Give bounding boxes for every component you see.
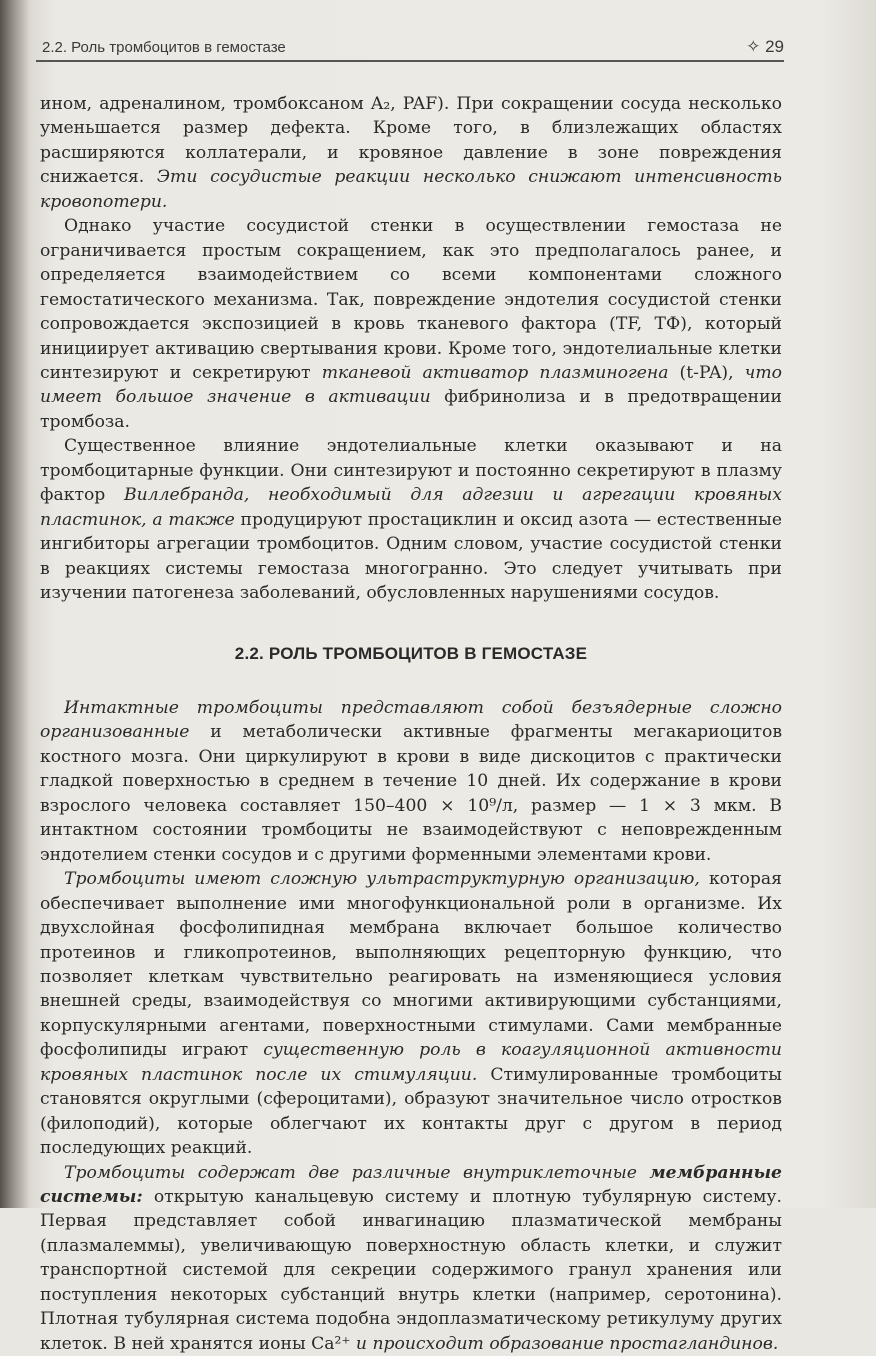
text-run: фибринолиза и в предотвращении тромбоза. — [40, 387, 782, 432]
text-run-italic: тканевой активатор плазминогена — [321, 362, 669, 383]
page-number-value: 29 — [765, 37, 784, 56]
text-run: и метаболически активные фрагменты мегакариоцитов костного мозга. Они циркулируют в крови в виде дискоцитов с практически гладкой поверхностью в среднем в течение 10 дней. Их содержание в крови взрослого человека составляет 150–400 × 10⁹/л, размер — 1 × 3 мкм. В интактном состоянии тромбоциты не взаимодействуют с неповрежденным эндотелием стенки сосудов и с другими форменными элементами крови. — [40, 722, 782, 865]
text-run-italic: Виллебранда, необходимый для адгезии и агрегации кровяных пластинок, а также — [40, 485, 782, 530]
paragraph-3 — [40, 434, 782, 605]
text-run-italic: Тромбоциты имеют сложную ультраструктурную организацию, — [64, 869, 700, 890]
text-run-italic: что имеет большое значение в активации — [40, 362, 782, 408]
text-run-italic: Интактные тромбоциты представляют собой безъядерные сложно организованные — [40, 697, 782, 743]
text-run-italic: Тромбоциты содержат две различные внутриклеточные — [64, 1162, 650, 1183]
text-run: ином, адреналином, тромбоксаном A₂, PAF). При сокращении сосуда несколько уменьшается размер дефекта. Кроме того, в близлежащих областях расширяются коллатерали, и кровяное давление в зоне повреждения снижается. — [40, 94, 782, 188]
running-title: 2.2. Роль тромбоцитов в гемостазе — [42, 39, 286, 56]
text-run: открытую канальцевую систему и плотную тубулярную систему. Первая представляет собой инвагинацию плазматической мембраны (плазмалеммы), увеличивающую поверхностную область клетки, и служит транспортной системой для секреции содержимого гранул хранения или поступления некоторых субстанций внутрь клетки (например, серотонина). Плотная тубулярная система подобна эндоплазматическому ретикулуму других клеток. В ней хранятся ионы Ca²⁺ — [40, 1187, 782, 1354]
text-run: которая обеспечивает выполнение ими многофункциональной роли в организме. Их двухслойная фосфолипидная мембрана включает большое количество протеинов и гликопротеинов, выполняющих рецепторную функцию, что позволяет клеткам чувствительно реагировать на изменяющиеся условия внешней среды, взаимодействуя со многими активирующими субстанциями, корпускулярными агентами, поверхностными стимулами. Сами мембранные фосфолипиды играют — [40, 869, 782, 1061]
text-run: продуцируют простациклин и оксид азота — естественные ингибиторы агрегации тромбоцитов. Одним словом, участие сосудистой стенки в реакциях системы гемостаза многогранно. Это следует учитывать при изучении патогенеза заболеваний, обусловленных нарушениями сосудов. — [40, 509, 783, 604]
text-run: (t-PA), — [668, 362, 745, 383]
running-header — [36, 36, 784, 62]
page-number: ✧ 29 — [746, 37, 784, 56]
text-run: Стимулированные тромбоциты становятся округлыми (сфероцитами), образуют значительное число отростков (филоподий), которые облегчают их контакты друг с другом в период последующих реакций. — [40, 1064, 782, 1159]
paragraph-1 — [40, 92, 782, 214]
paragraph-2 — [40, 214, 782, 434]
text-run: Существенное влияние эндотелиальные клетки оказывают и на тромбоцитарные функции. Они синтезируют и постоянно секретируют в плазму фактор — [40, 436, 782, 506]
paragraph-5 — [40, 867, 782, 1160]
text-run-bold-italic: мембранные системы: — [40, 1162, 782, 1208]
text-run: Однако участие сосудистой стенки в осуществлении гемостаза не ограничивается простым сокращением, как это предполагалось ранее, и определяется взаимодействием со всеми компонентами сложного гемостатического механизма. Так, повреждение эндотелия сосудистой стенки сопровождается экспозицией в кровь тканевого фактора (TF, ТФ), который инициирует активацию свертывания крови. Кроме того, эндотелиальные клетки синтезируют и секретируют — [40, 216, 782, 383]
section-heading: 2.2. РОЛЬ ТРОМБОЦИТОВ В ГЕМОСТАЗЕ — [234, 643, 588, 663]
text-run-italic: существенную роль в коагуляционной активности кровяных пластинок после их стимуляции. — [40, 1040, 782, 1085]
paragraph-4 — [40, 696, 782, 867]
body-text — [40, 92, 782, 1356]
text-run-italic: и происходит образование простагландинов. — [355, 1333, 779, 1354]
text-run-italic: Эти сосудистые реакции несколько снижают интенсивность кровопотери. — [40, 167, 783, 212]
paragraph-6 — [40, 1161, 782, 1356]
